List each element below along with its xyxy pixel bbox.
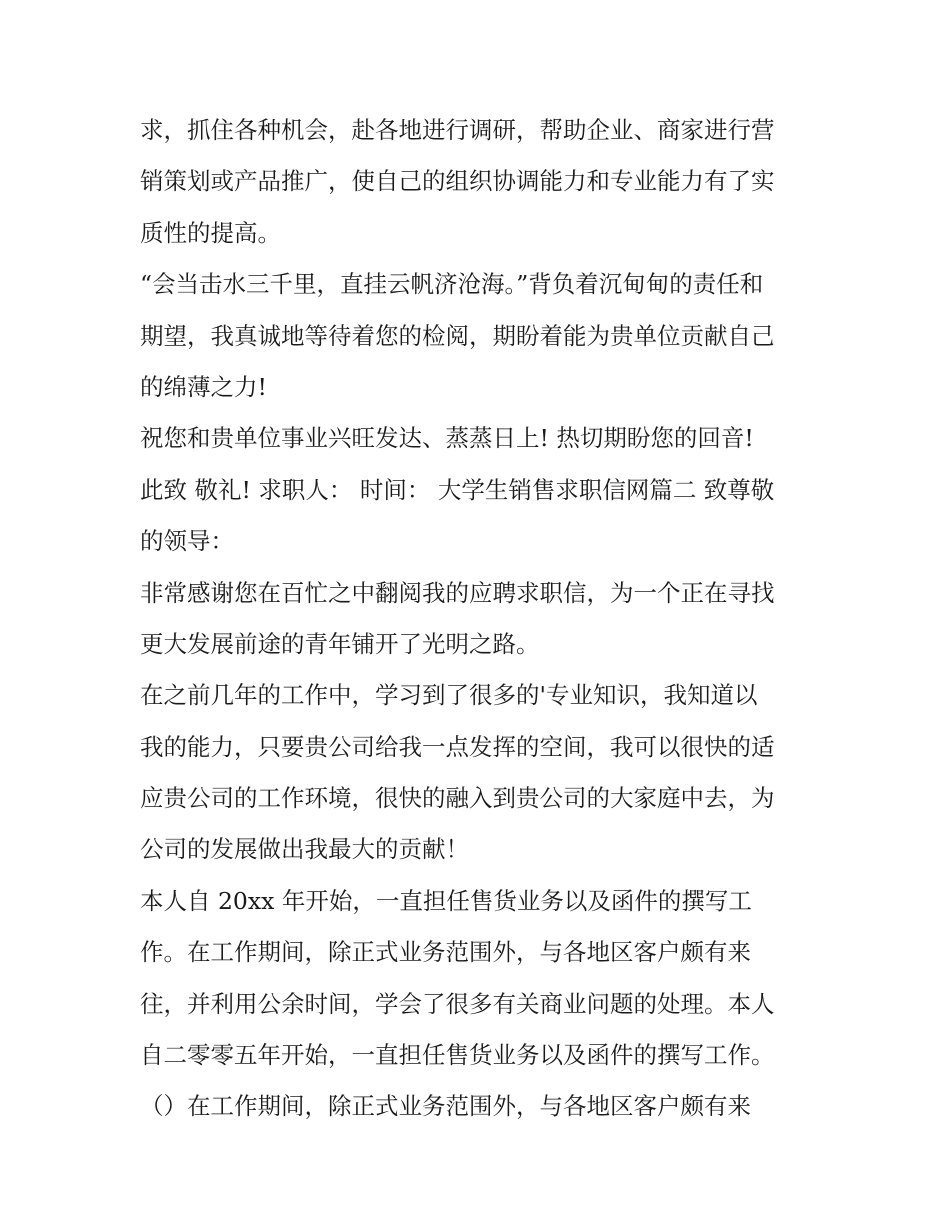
text-line: 我的能力，只要贵公司给我一点发挥的空间，我可以很快的适 <box>140 732 775 761</box>
text-line: 在之前几年的工作中，学习到了很多的'专业知识，我知道以 <box>140 681 758 710</box>
text-line: 的领导： <box>140 527 234 556</box>
text-line: （）在工作期间，除正式业务范围外，与各地区客户颇有来 <box>140 1092 751 1121</box>
text-line: 更大发展前途的青年铺开了光明之路。 <box>140 629 540 658</box>
text-line: 的绵薄之力! <box>140 372 267 401</box>
text-line: 求，抓住各种机会，赴各地进行调研，帮助企业、商家进行营 <box>140 116 775 144</box>
text-line: 非常感谢您在百忙之中翻阅我的应聘求职信，为一个正在寻找 <box>140 578 775 607</box>
document-body <box>140 105 820 1133</box>
text-line: 销策划或产品推广，使自己的组织协调能力和专业能力有了实 <box>140 167 775 196</box>
text-line: 此致 敬礼! 求职人： 时间： 大学生销售求职信网篇二 致尊敬 <box>140 475 775 504</box>
text-line: 应贵公司的工作环境，很快的融入到贵公司的大家庭中去，为 <box>140 784 775 813</box>
text-line: 期望，我真诚地等待着您的检阅，期盼着能为贵单位贡献自己 <box>140 321 775 350</box>
text-line: 自二零零五年开始，一直担任售货业务以及函件的撰写工作。 <box>140 1041 775 1070</box>
text-line: 往，并利用公余时间，学会了很多有关商业问题的处理。本人 <box>140 989 775 1018</box>
text-line: 质性的提高。 <box>140 218 281 247</box>
text-line: 作。在工作期间，除正式业务范围外，与各地区客户颇有来 <box>140 938 751 967</box>
text-line: “会当击水三千里，直挂云帆济沧海。”背负着沉甸甸的责任和 <box>140 270 764 299</box>
text-line: 公司的发展做出我最大的贡献！ <box>140 835 469 864</box>
text-line: 本人自 20xx 年开始，一直担任售货业务以及函件的撰写工 <box>140 886 752 915</box>
text-line: 祝您和贵单位事业兴旺发达、蒸蒸日上! 热切期盼您的回音! <box>140 424 754 453</box>
